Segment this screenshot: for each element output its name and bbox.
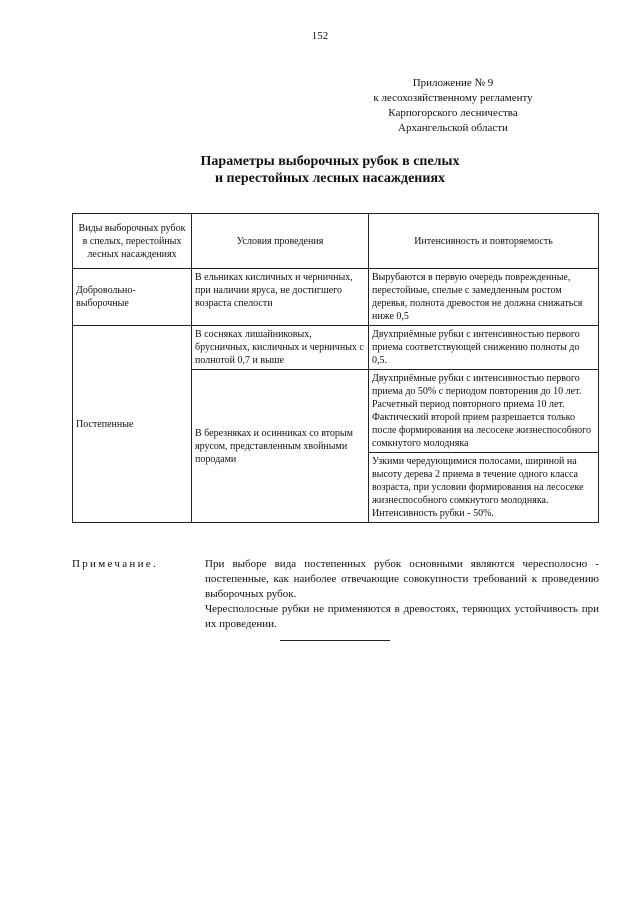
cell-condition: В сосняках лишайниковых, брусничных, кисличных и черничных с полнотой 0,7 и выше <box>192 326 369 370</box>
title-line-1: Параметры выборочных рубок в спелых <box>200 154 460 169</box>
note-block <box>72 557 599 632</box>
table-row <box>73 269 599 326</box>
cell-intensity: Двухприёмные рубки с интенсивностью первого приема соответствующей снижению полноты до 0,5. <box>369 326 599 370</box>
cell-intensity: Двухприёмные рубки с интенсивностью первого приема до 50% с периодом повторения до 10 лет. Расчетный период повторного приема 10 лет. Фактический второй прием разрешается только после формирования на лесосеке жизнеспособного сомкнутого молодняка <box>369 370 599 453</box>
appendix-line-2: к лесохозяйственному регламенту <box>373 92 533 104</box>
header-cutting-type: Виды выборочных рубок в спелых, перестойных лесных насаждениях <box>73 214 192 269</box>
document-title <box>120 153 540 187</box>
note-paragraph-1: При выборе вида постепенных рубок основными являются чересполосно - постепенные, как наиболее отвечающие совокупности требований к проведению выборочных рубок. <box>205 558 599 600</box>
closing-divider <box>280 640 390 641</box>
table-row <box>73 326 599 370</box>
cell-condition: В березняках и осинниках со вторым ярусом, представленным хвойными породами <box>192 370 369 523</box>
cell-type: Добровольно-выборочные <box>73 269 192 326</box>
appendix-line-3: Карпогорского лесничества <box>388 107 518 119</box>
title-line-2: и перестойных лесных насаждениях <box>214 171 446 186</box>
note-paragraph-2: Чересполосные рубки не применяются в древостоях, теряющих устойчивость при их проведении. <box>205 603 599 630</box>
cell-intensity: Узкими чередующимися полосами, шириной на высоту дерева 2 приема в течение одного класса возраста, при условии формирования на лесосеке жизнеспособного сомкнутого молодняка. Интенсивность рубки - 50%. <box>369 453 599 523</box>
header-intensity: Интенсивность и повторяемость <box>369 214 599 269</box>
cell-type: Постепенные <box>73 326 192 523</box>
note-body <box>205 557 599 632</box>
parameters-table <box>72 213 599 523</box>
table-header-row <box>73 214 599 269</box>
appendix-line-1: Приложение № 9 <box>412 77 494 89</box>
header-conditions: Условия проведения <box>192 214 369 269</box>
appendix-header <box>348 76 558 136</box>
cell-intensity: Вырубаются в первую очередь поврежденные, перестойные, спелые с замедленным ростом деревья, полнота древостоя не должна снижаться ниже 0,5 <box>369 269 599 326</box>
page-number: 152 <box>311 30 329 42</box>
cell-condition: В ельниках кисличных и черничных, при наличии яруса, не достигшего возраста спелости <box>192 269 369 326</box>
note-label: Примечание. <box>72 558 159 570</box>
appendix-line-4: Архангельской области <box>398 122 508 134</box>
